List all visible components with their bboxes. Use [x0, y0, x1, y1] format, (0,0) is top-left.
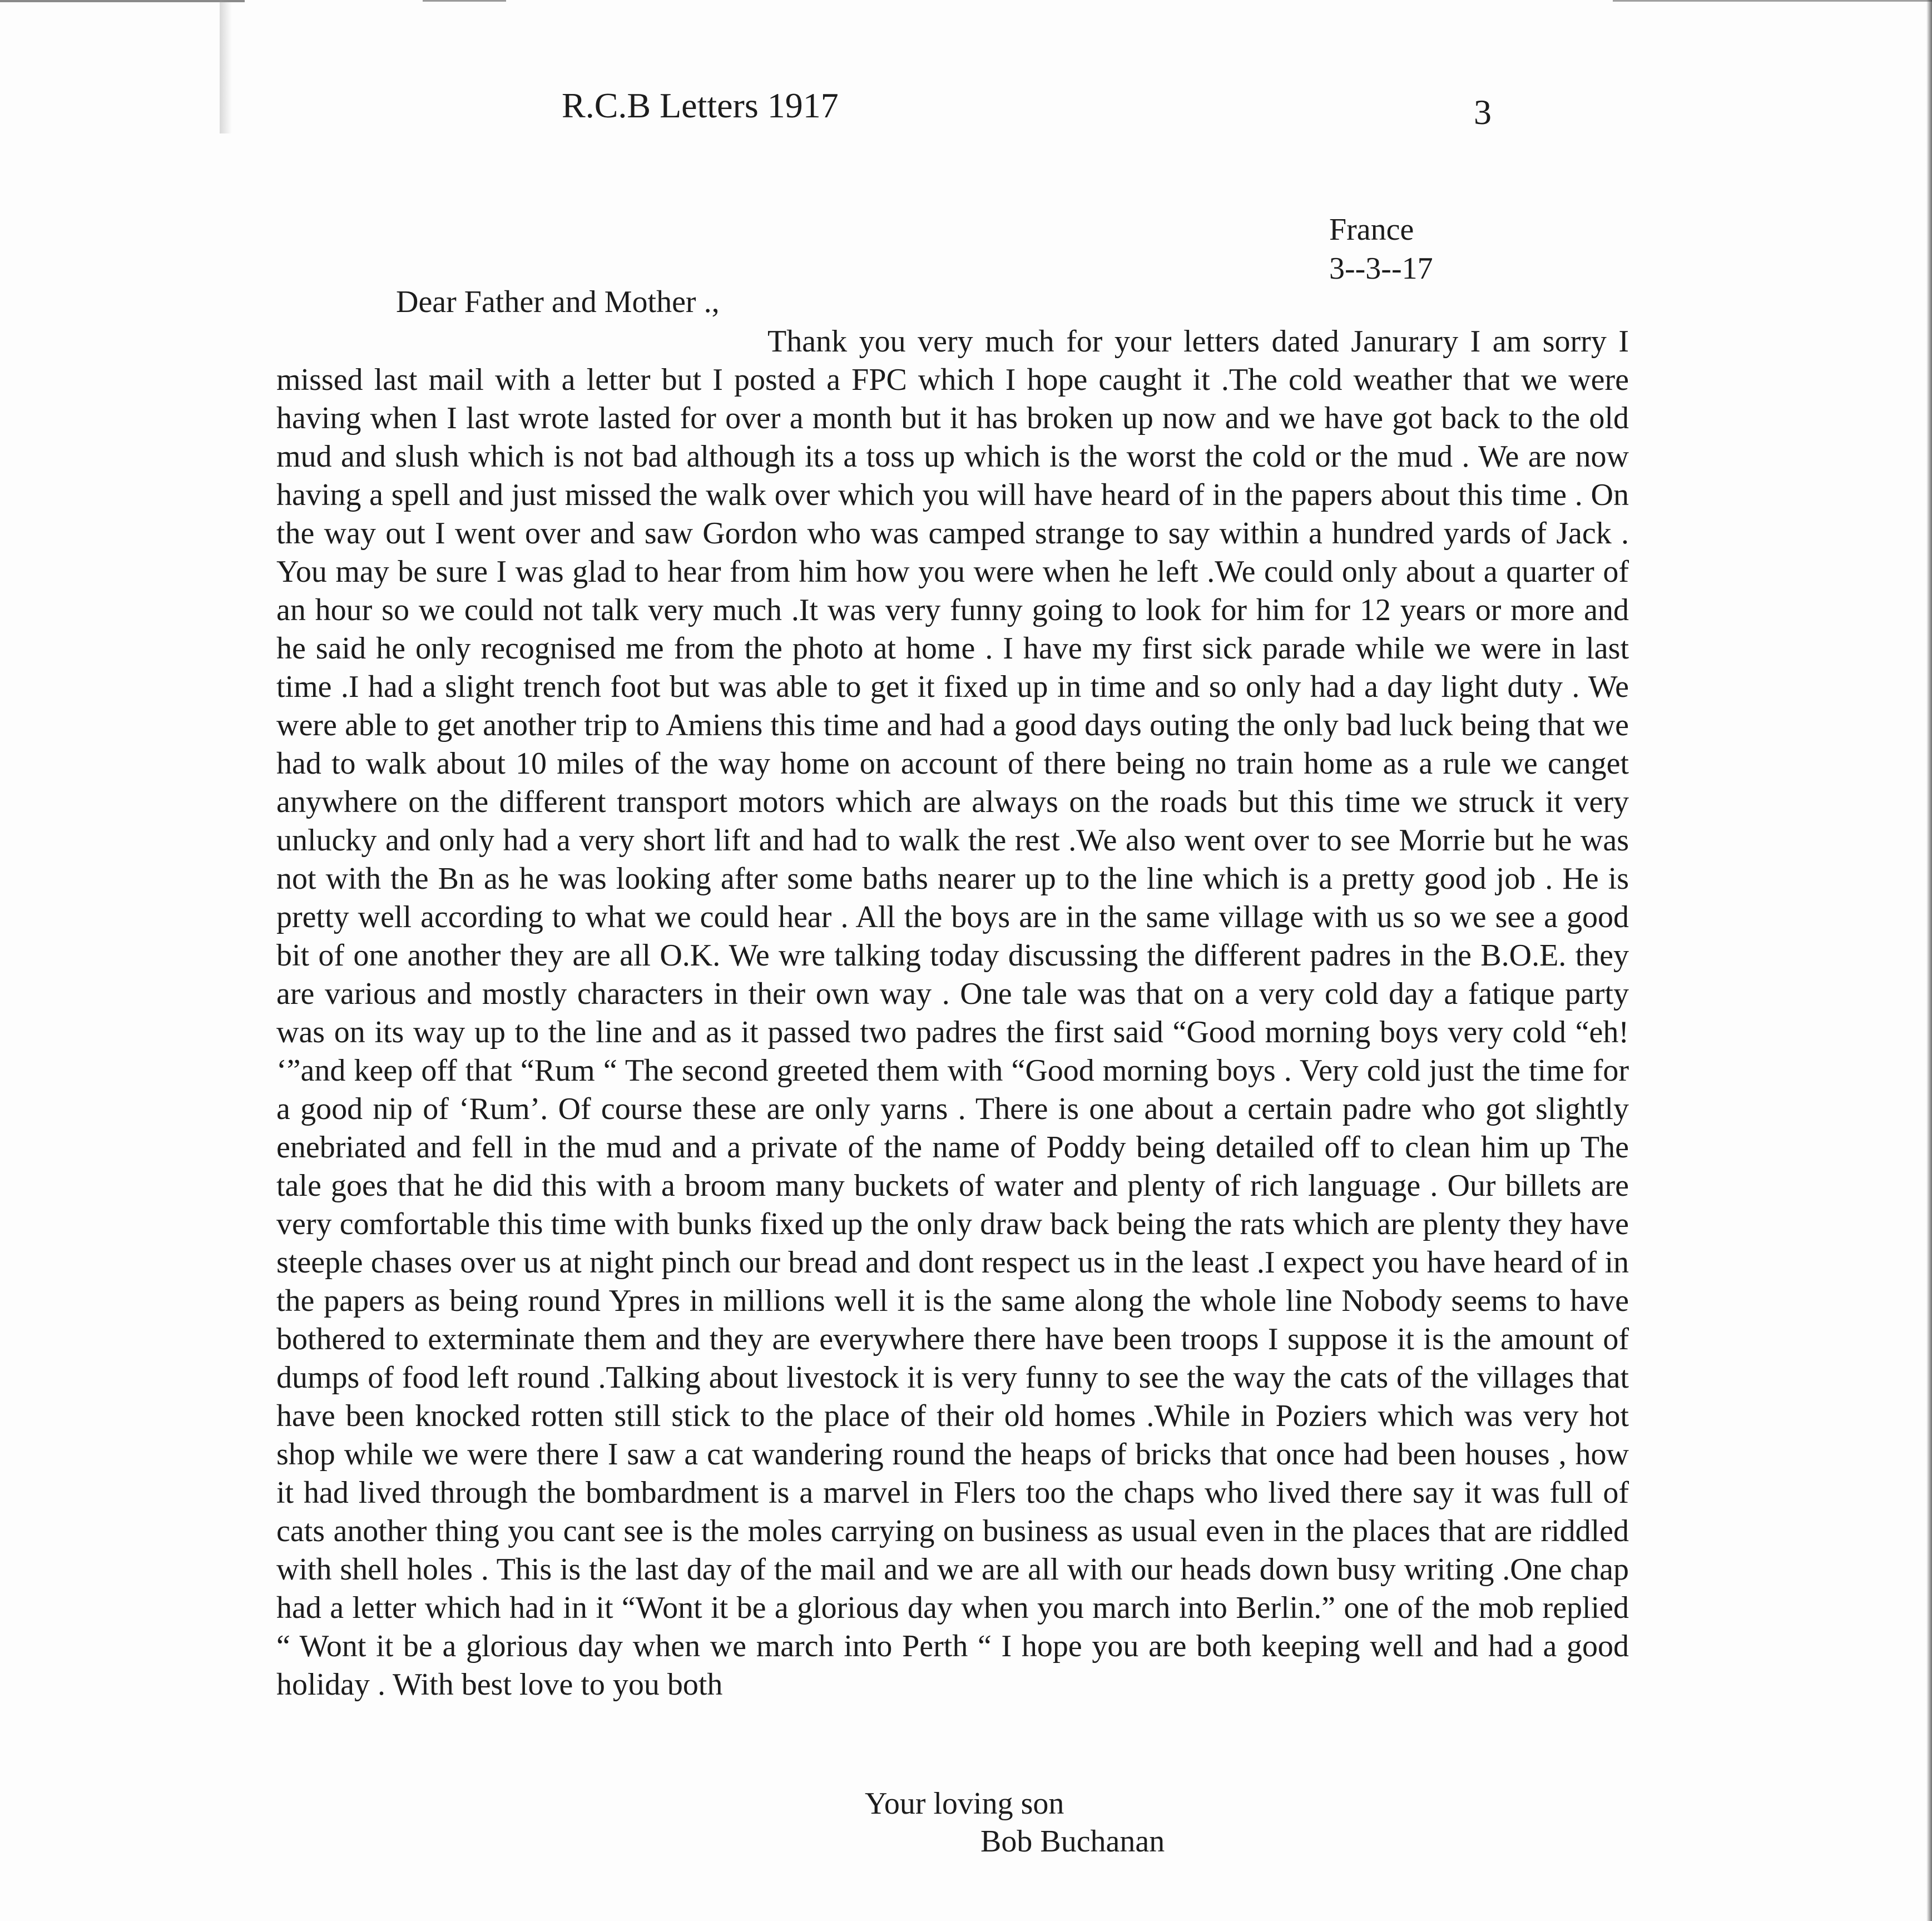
letter-closing: Your loving son [865, 1786, 1064, 1821]
letter-body: Thank you very much for your letters dated Janurary I am sorry I missed last mail with a letter but I posted a FPC which I hope caught it .The cold weather that we were having when I last wrote lasted for over a month but it has broken up now and we have got back to the old mud and slush which is not bad although its a toss up which is the worst the cold or the mud . We are now having a spell and just missed the walk over which you will have heard of in the papers about this time . On the way out I went over and saw Gordon who was camped strange to say within a hundred yards of Jack . You may be sure I was glad to hear from him how you were when he left .We could only about a quarter of an hour so we could not talk very much .It was very funny going to look for him for 12 years or more and he said he only recognised me from the photo at home . I have my first sick parade while we were in last time .I had a slight trench foot but was able to get it fixed up in time and so only had a day light duty . We were able to get another trip to Amiens this time and had a good days outing the only bad luck being that we had to walk about 10 miles of the way home on account of there being no train home as a rule we canget anywhere on the different transport motors which are always on the roads but this time we struck it very unlucky and only had a very short lift and had to walk the rest .We also went over to see Morrie but he was not with the Bn as he was looking after some baths nearer up to the line which is a pretty good job . He is pretty well according to what we could hear . All the boys are in the same village with us so we see a good bit of one another they are all O.K. We wre talking today discussing the different padres in the B.O.E. they are various and mostly characters in their own way . One tale was that on a very cold day a fatique party was on its way up to the line and as it passed two padres the first said “Good morning boys very cold “eh! ‘”and keep off that “Rum “ The second greeted them with “Good morning boys . Very cold just the time for a good nip of ‘Rum’. Of course these are only yarns . There is one about a certain padre who got slightly enebriated and fell in the mud and a private of the name of Poddy being detailed off to clean him up The tale goes that he did this with a broom many buckets of water and plenty of rich language . Our billets are very comfortable this time with bunks fixed up the only draw back being the rats which are plenty they have steeple chases over us at night pinch our bread and dont respect us in the least .I expect you have heard of in the papers as being round Ypres in millions well it is the same along the whole line Nobody seems to have bothered to exterminate them and they are everywhere there have been troops I suppose it is the amount of dumps of food left round .Talking about livestock it is very funny to see the way the cats of the villages that have been knocked rotten still stick to the place of their old homes .While in Poziers which was very hot shop while we were there I saw a cat wandering round the heaps of bricks that once had been houses , how it had lived through the bombardment is a marvel in Flers too the chaps who lived there say it was full of cats another thing you cant see is the moles carrying on business as usual even in the places that are riddled with shell holes . This is the last day of the mail and we are all with our heads down busy writing .One chap had a letter which had in it “Wont it be a glorious day when you march into Berlin.” one of the mob replied “ Wont it be a glorious day when we march into Perth “ I hope you are both keeping well and had a good holiday . With best love to you both [276, 324, 1629, 1702]
scan-shadow-left [220, 0, 232, 133]
page-number: 3 [1474, 92, 1492, 132]
letter-date: 3--3--17 [1329, 251, 1433, 286]
scan-artifact-top-left [0, 0, 245, 2]
scan-artifact-top-middle [423, 0, 506, 2]
letter-salutation: Dear Father and Mother ., [396, 285, 720, 319]
letter-place: France [1329, 212, 1414, 247]
scan-edge-right [1926, 0, 1932, 1921]
letter-signature: Bob Buchanan [980, 1824, 1165, 1859]
document-title: R.C.B Letters 1917 [562, 86, 839, 125]
scan-artifact-top-right [1613, 0, 1932, 2]
